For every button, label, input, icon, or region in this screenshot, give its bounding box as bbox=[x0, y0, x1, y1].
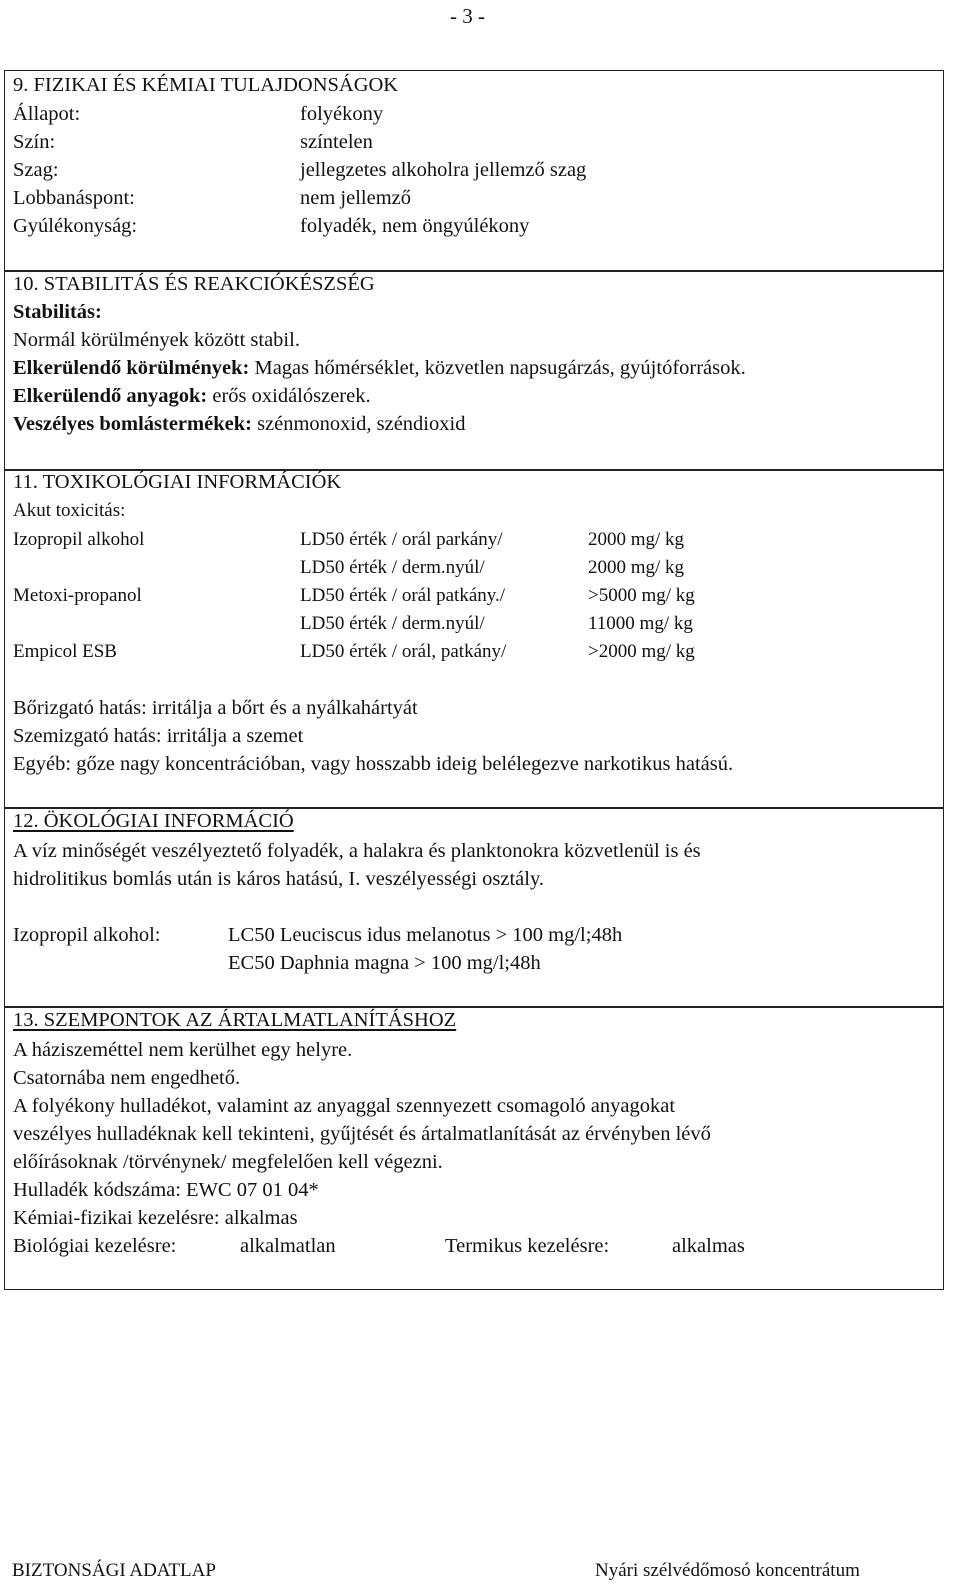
property-value: folyadék, nem öngyúlékony bbox=[300, 215, 530, 237]
disposal-line: Csatornába nem engedhető. bbox=[13, 1067, 241, 1089]
decomposition-text: szénmonoxid, széndioxid bbox=[251, 413, 466, 435]
other-effects: Egyéb: gőze nagy koncentrációban, vagy hosszabb ideig belélegezve narkotikus hatású. bbox=[13, 753, 734, 775]
thermal-treatment-value: alkalmas bbox=[672, 1235, 745, 1257]
property-value: színtelen bbox=[300, 131, 373, 153]
avoid-conditions-label: Elkerülendő körülmények: bbox=[13, 357, 250, 379]
skin-irritation: Bőrizgató hatás: irritálja a bőrt és a nyálkahártyát bbox=[13, 697, 418, 719]
tox-value: 11000 mg/ kg bbox=[588, 613, 693, 634]
property-value: jellegzetes alkoholra jellemző szag bbox=[300, 159, 587, 181]
section-9-heading: 9. FIZIKAI ÉS KÉMIAI TULAJDONSÁGOK bbox=[13, 74, 399, 96]
acute-toxicity-label: Akut toxicitás: bbox=[13, 500, 126, 521]
decomposition-line bbox=[13, 410, 465, 438]
footer-left: BIZTONSÁGI ADATLAP bbox=[12, 1560, 216, 1581]
tox-test: LD50 érték / orál patkány./ bbox=[300, 585, 506, 606]
tox-value: 2000 mg/ kg bbox=[588, 557, 685, 578]
disposal-line: A folyékony hulladékot, valamint az anyaggal szennyezett csomagoló anyagokat bbox=[13, 1095, 676, 1117]
avoid-materials-line bbox=[13, 382, 371, 410]
property-label: Állapot: bbox=[13, 103, 81, 125]
page-number: - 3 - bbox=[450, 4, 485, 28]
bio-treatment-value: alkalmatlan bbox=[240, 1235, 336, 1257]
tox-substance: Metoxi-propanol bbox=[13, 585, 142, 606]
eye-irritation: Szemizgató hatás: irritálja a szemet bbox=[13, 725, 304, 747]
property-label: Szag: bbox=[13, 159, 59, 181]
tox-value: >2000 mg/ kg bbox=[588, 641, 695, 662]
property-value: nem jellemző bbox=[300, 187, 411, 209]
eco-paragraph-line: hidrolitikus bomlás után is káros hatású, I. veszélyességi osztály. bbox=[13, 868, 544, 890]
lc50-value: LC50 Leuciscus idus melanotus > 100 mg/l;48h bbox=[228, 924, 623, 946]
avoid-materials-text: erős oxidálószerek. bbox=[207, 385, 371, 407]
tox-test: LD50 érték / derm.nyúl/ bbox=[300, 557, 485, 578]
avoid-materials-label: Elkerülendő anyagok: bbox=[13, 385, 208, 407]
avoid-conditions-line bbox=[13, 354, 746, 382]
decomposition-label: Veszélyes bomlástermékek: bbox=[13, 413, 252, 435]
ec50-value: EC50 Daphnia magna > 100 mg/l;48h bbox=[228, 952, 541, 974]
tox-test: LD50 érték / orál, patkány/ bbox=[300, 641, 507, 662]
chemical-treatment: Kémiai-fizikai kezelésre: alkalmas bbox=[13, 1207, 298, 1229]
eco-substance: Izopropil alkohol: bbox=[13, 924, 161, 946]
section-13-heading: 13. SZEMPONTOK AZ ÁRTALMATLANÍTÁSHOZ bbox=[13, 1009, 457, 1031]
property-label: Lobbanáspont: bbox=[13, 187, 135, 209]
tox-test: LD50 érték / derm.nyúl/ bbox=[300, 613, 485, 634]
tox-substance: Empicol ESB bbox=[13, 641, 117, 662]
tox-substance: Izopropil alkohol bbox=[13, 529, 145, 550]
avoid-conditions-text: Magas hőmérséklet, közvetlen napsugárzás, gyújtóforrások. bbox=[249, 357, 746, 379]
thermal-treatment-label: Termikus kezelésre: bbox=[445, 1235, 610, 1257]
disposal-line: A háziszeméttel nem kerülhet egy helyre. bbox=[13, 1039, 353, 1061]
waste-code: Hulladék kódszáma: EWC 07 01 04* bbox=[13, 1179, 319, 1201]
footer-right: Nyári szélvédőmosó koncentrátum bbox=[595, 1560, 860, 1581]
tox-test: LD50 érték / orál parkány/ bbox=[300, 529, 503, 550]
property-label: Szín: bbox=[13, 131, 56, 153]
section-11-heading: 11. TOXIKOLÓGIAI INFORMÁCIÓK bbox=[13, 471, 342, 493]
property-value: folyékony bbox=[300, 103, 384, 125]
property-label: Gyúlékonyság: bbox=[13, 215, 138, 237]
section-10-heading: 10. STABILITÁS ÉS REAKCIÓKÉSZSÉG bbox=[13, 273, 375, 295]
stability-label: Stabilitás: bbox=[13, 301, 102, 323]
stability-text: Normál körülmények között stabil. bbox=[13, 329, 300, 351]
disposal-line: veszélyes hulladéknak kell tekinteni, gyűjtését és ártalmatlanítását az érvényben lévő bbox=[13, 1123, 711, 1145]
section-12-heading: 12. ÖKOLÓGIAI INFORMÁCIÓ bbox=[13, 810, 294, 832]
tox-value: 2000 mg/ kg bbox=[588, 529, 685, 550]
eco-paragraph-line: A víz minőségét veszélyeztető folyadék, a halakra és planktonokra közvetlenül is és bbox=[13, 840, 701, 862]
tox-value: >5000 mg/ kg bbox=[588, 585, 695, 606]
disposal-line: előírásoknak /törvénynek/ megfelelően kell végezni. bbox=[13, 1151, 443, 1173]
bio-treatment-label: Biológiai kezelésre: bbox=[13, 1235, 177, 1257]
